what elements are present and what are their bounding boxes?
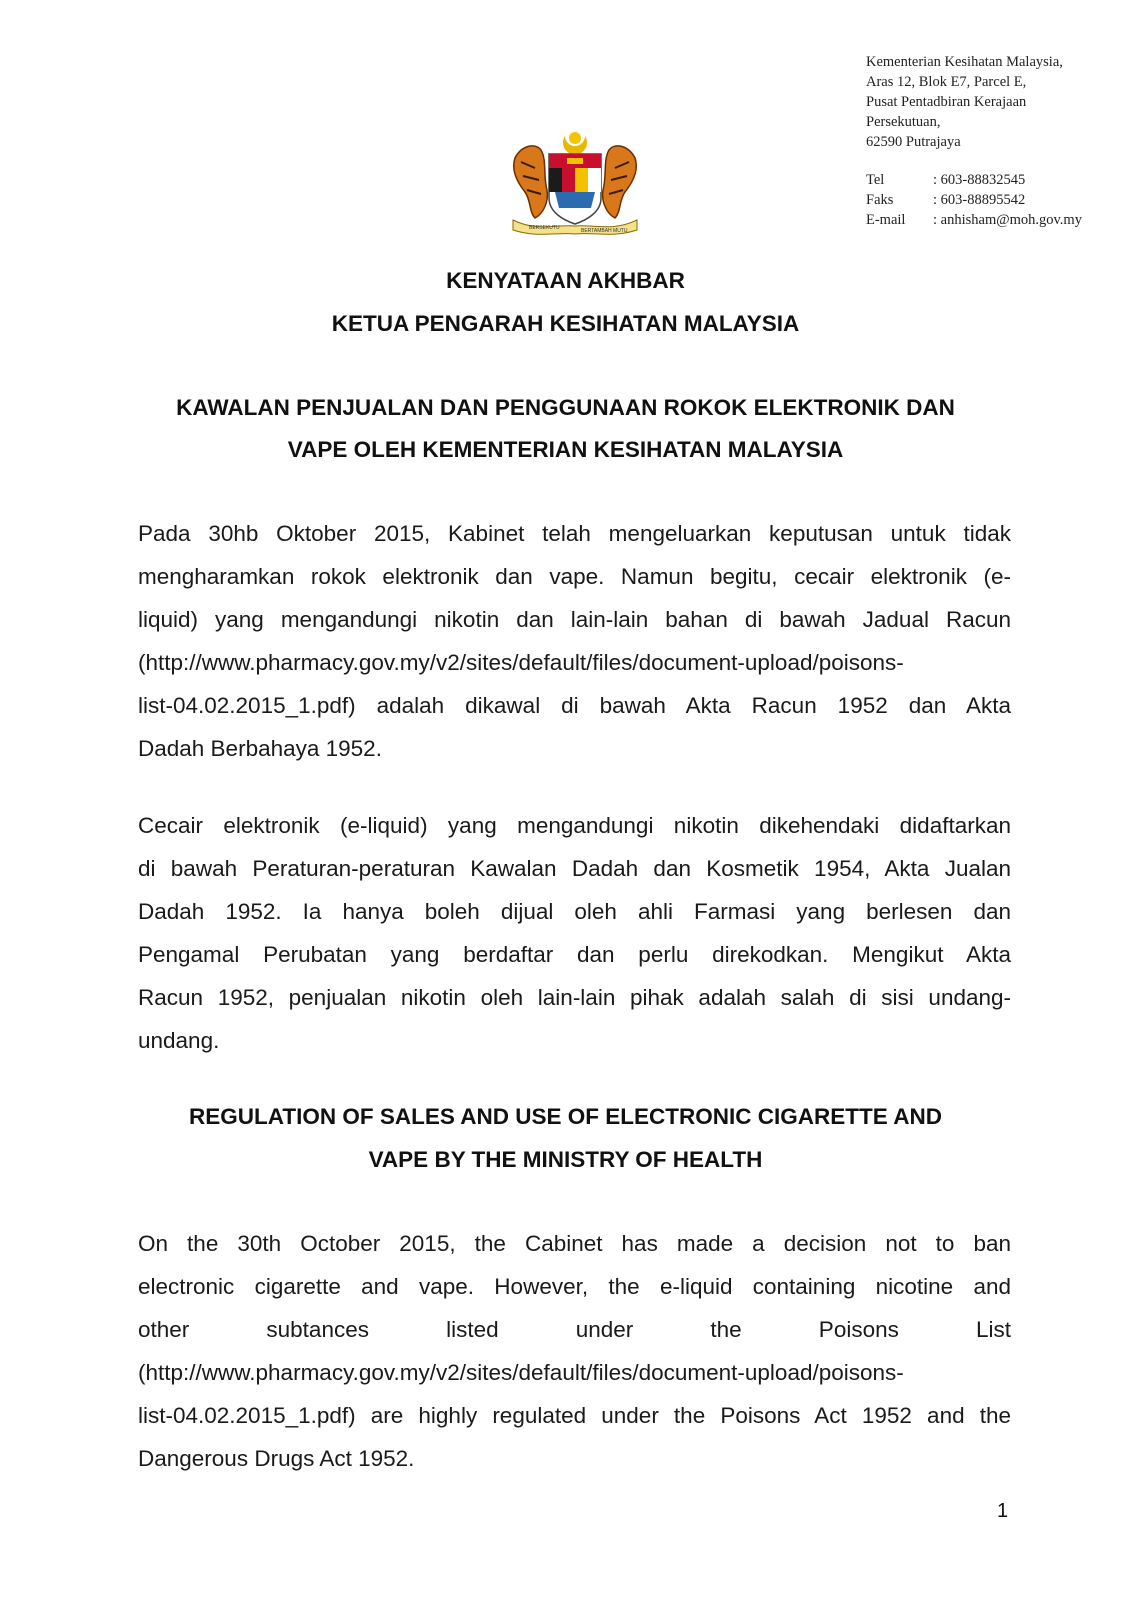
motto-right: BERTAMBAH MUTU [581, 228, 628, 234]
email-value: : anhisham@moh.gov.my [933, 212, 1082, 228]
tel-label: Tel [866, 172, 885, 188]
text-line: other subtances listed under the Poisons List [138, 1317, 1011, 1342]
letterhead-contact [866, 170, 1082, 230]
text-line: list-04.02.2015_1.pdf) are highly regulated under the Poisons Act 1952 and the [138, 1403, 1011, 1428]
paragraph-ms-2 [138, 804, 1011, 1062]
text-line: electronic cigarette and vape. However, the e-liquid containing nicotine and [138, 1274, 1011, 1299]
text-line: Cecair elektronik (e-liquid) yang mengandungi nikotin dikehendaki didaftarkan [138, 813, 1011, 838]
fax-label: Faks [866, 192, 894, 208]
text-line: Dadah 1952. Ia hanya boleh dijual oleh ahli Farmasi yang berlesen dan [138, 899, 1011, 924]
letterhead-address [866, 52, 1063, 152]
tel-row [866, 170, 1082, 190]
email-row [866, 210, 1082, 230]
text-line: Pada 30hb Oktober 2015, Kabinet telah mengeluarkan keputusan untuk tidak [138, 521, 1011, 546]
address-line: Aras 12, Blok E7, Parcel E, [866, 74, 1027, 90]
text-line: undang. [138, 1028, 220, 1053]
text-line: Racun 1952, penjualan nikotin oleh lain-lain pihak adalah salah di sisi undang- [138, 985, 1011, 1010]
page-number: 1 [997, 1500, 1009, 1522]
email-label: E-mail [866, 212, 906, 228]
address-line: 62590 Putrajaya [866, 134, 961, 150]
text-line: (http://www.pharmacy.gov.my/v2/sites/default/files/document-upload/poisons- [138, 650, 904, 675]
tel-value: : 603-88832545 [933, 172, 1026, 188]
issuer-heading: KETUA PENGARAH KESIHATAN MALAYSIA [331, 311, 800, 336]
paragraph-ms-1 [138, 512, 1011, 770]
address-line: Persekutuan, [866, 114, 941, 130]
text-line: di bawah Peraturan-peraturan Kawalan Dadah dan Kosmetik 1954, Akta Jualan [138, 856, 1011, 881]
coat-of-arms-icon [507, 128, 643, 238]
address-line: Kementerian Kesihatan Malaysia, [866, 54, 1063, 70]
fax-value: : 603-88895542 [933, 192, 1026, 208]
address-line: Pusat Pentadbiran Kerajaan [866, 94, 1027, 110]
text-line: Dangerous Drugs Act 1952. [138, 1446, 415, 1471]
title-ms-line1: KAWALAN PENJUALAN DAN PENGGUNAAN ROKOK ELEKTRONIK DAN [176, 395, 955, 420]
text-line: (http://www.pharmacy.gov.my/v2/sites/default/files/document-upload/poisons- [138, 1360, 904, 1385]
text-line: Pengamal Perubatan yang berdaftar dan perlu direkodkan. Mengikut Akta [138, 942, 1011, 967]
title-en-line2: VAPE BY THE MINISTRY OF HEALTH [368, 1147, 763, 1172]
fax-row [866, 190, 1082, 210]
paragraph-en-1 [138, 1222, 1011, 1480]
title-ms-line2: VAPE OLEH KEMENTERIAN KESIHATAN MALAYSIA [287, 437, 844, 462]
text-line: Dadah Berbahaya 1952. [138, 736, 382, 761]
text-line: liquid) yang mengandungi nikotin dan lain-lain bahan di bawah Jadual Racun [138, 607, 1011, 632]
press-release-heading: KENYATAAN AKHBAR [446, 268, 685, 293]
text-line: mengharamkan rokok elektronik dan vape. Namun begitu, cecair elektronik (e- [138, 564, 1011, 589]
text-line: On the 30th October 2015, the Cabinet has made a decision not to ban [138, 1231, 1011, 1256]
title-en-line1: REGULATION OF SALES AND USE OF ELECTRONIC CIGARETTE AND [189, 1104, 942, 1129]
text-line: list-04.02.2015_1.pdf) adalah dikawal di bawah Akta Racun 1952 dan Akta [138, 693, 1011, 718]
motto-left: BERSEKUTU [529, 225, 560, 231]
